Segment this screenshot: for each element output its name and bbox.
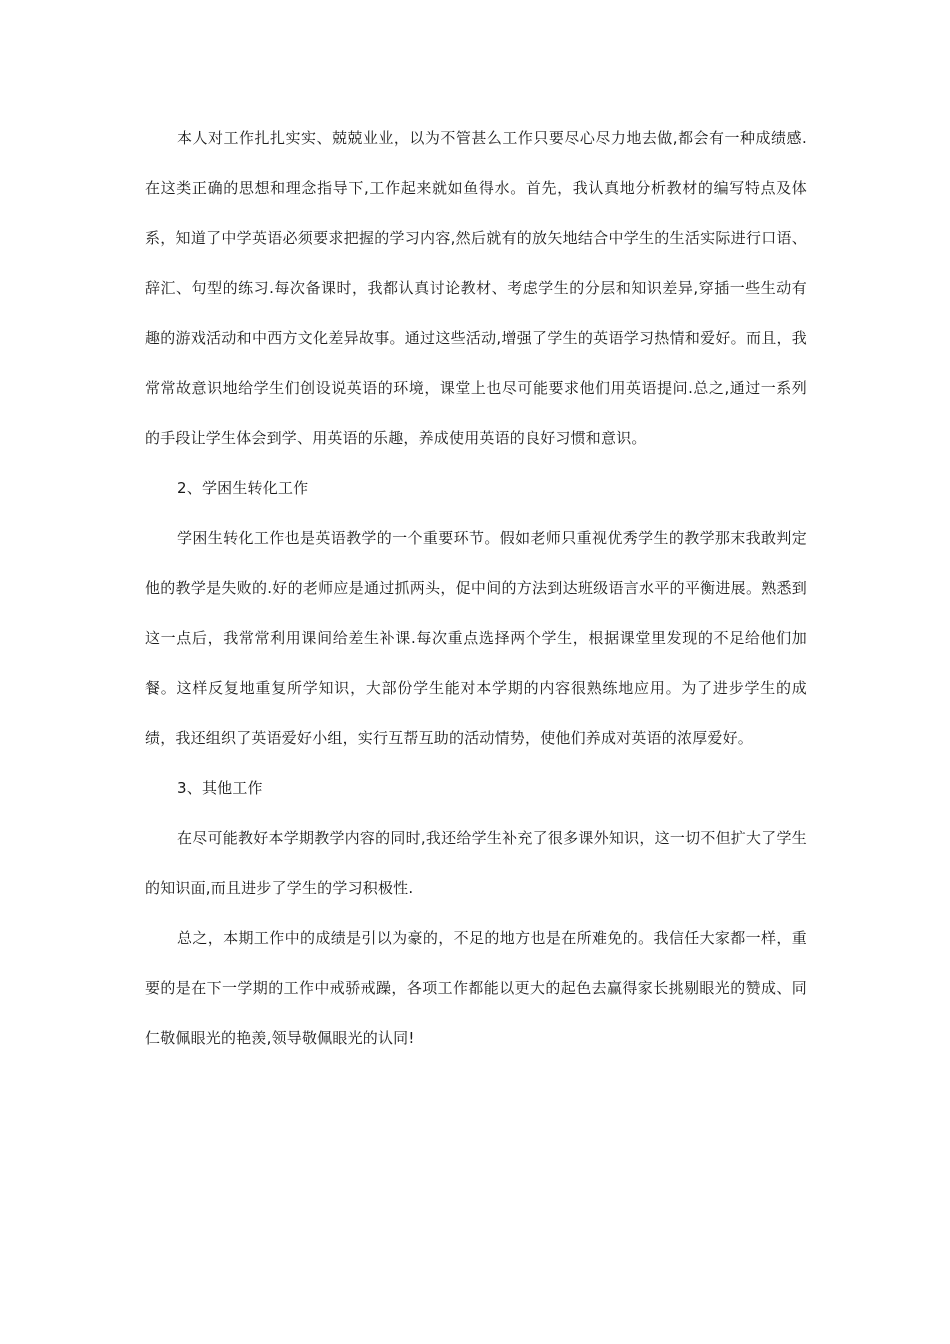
document-body (145, 113, 807, 1063)
heading-struggling-students: 2、学困生转化工作 (177, 479, 309, 497)
heading-other-work: 3、其他工作 (177, 779, 263, 797)
paragraph-conclusion: 总之，本期工作中的成绩是引以为豪的，不足的地方也是在所难免的。我信任大家都一样，重要的是在下一学期的工作中戒骄戒躁，各项工作都能以更大的起色去赢得家长挑剔眼光的赞成、同仁敬佩眼光的艳羡,领导敬佩眼光的认同! (145, 929, 807, 1047)
paragraph-struggling-students: 学困生转化工作也是英语教学的一个重要环节。假如老师只重视优秀学生的教学那末我敢判定他的教学是失败的.好的老师应是通过抓两头，促中间的方法到达班级语言水平的平衡进展。熟悉到这一点后，我常常利用课间给差生补课.每次重点选择两个学生，根据课堂里发现的不足给他们加餐。这样反复地重复所学知识，大部份学生能对本学期的内容很熟练地应用。为了进步学生的成绩，我还组织了英语爱好小组，实行互帮互助的活动情势，使他们养成对英语的浓厚爱好。 (145, 529, 807, 747)
paragraph-work-attitude: 本人对工作扎扎实实、兢兢业业，以为不管甚么工作只要尽心尽力地去做,都会有一种成绩感.在这类正确的思想和理念指导下,工作起来就如鱼得水。首先，我认真地分析教材的编写特点及体系，知道了中学英语必须要求把握的学习内容,然后就有的放矢地结合中学生的生活实际进行口语、辞汇、句型的练习.每次备课时，我都认真讨论教材、考虑学生的分层和知识差异,穿插一些生动有趣的游戏活动和中西方文化差异故事。通过这些活动,增强了学生的英语学习热情和爱好。而且，我常常故意识地给学生们创设说英语的环境，课堂上也尽可能要求他们用英语提问.总之,通过一系列的手段让学生体会到学、用英语的乐趣，养成使用英语的良好习惯和意识。 (145, 129, 807, 447)
paragraph-other-work: 在尽可能教好本学期教学内容的同时,我还给学生补充了很多课外知识，这一切不但扩大了学生的知识面,而且进步了学生的学习积极性. (145, 829, 807, 897)
